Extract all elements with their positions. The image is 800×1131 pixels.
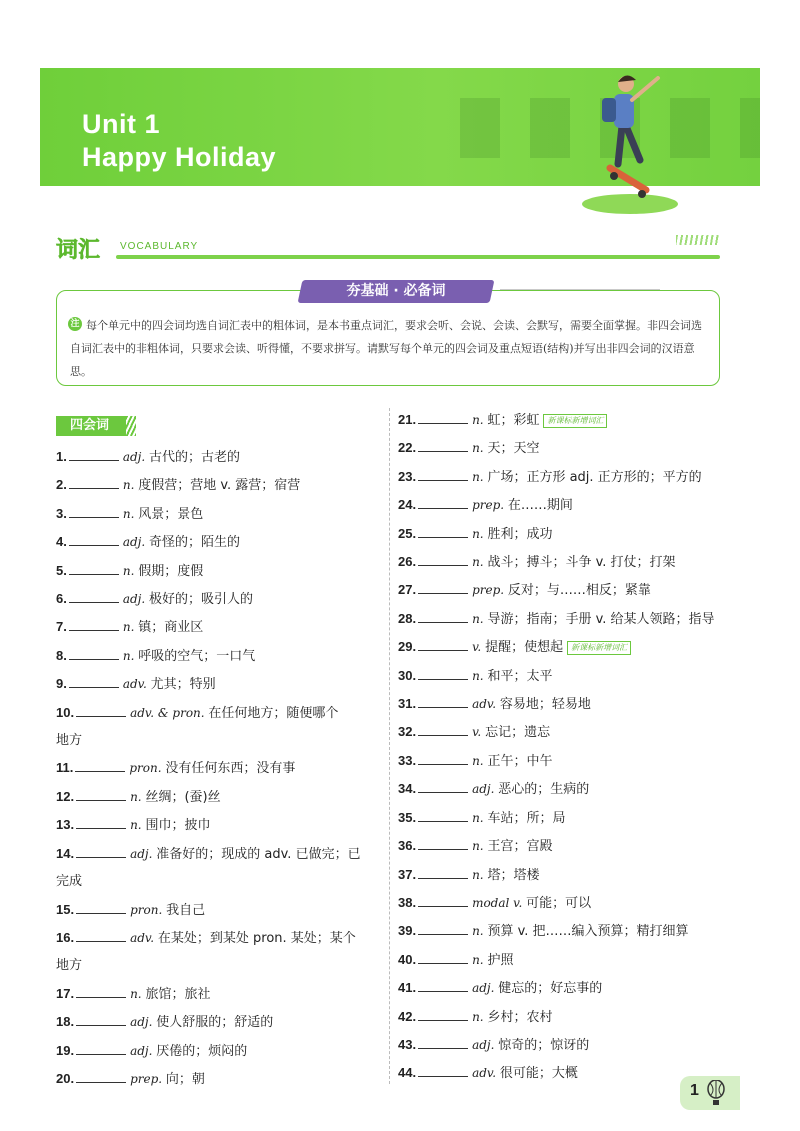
part-of-speech: adj.	[472, 782, 499, 797]
part-of-speech: v.	[472, 725, 486, 740]
pill-line-decoration	[500, 289, 660, 295]
definition: 护照	[487, 952, 514, 968]
part-of-speech: pron.	[130, 902, 167, 917]
word-item	[56, 670, 388, 698]
word-item	[398, 1031, 730, 1059]
part-of-speech: prep.	[472, 583, 508, 598]
word-item	[56, 557, 388, 585]
definition: 王宫；宫殿	[487, 839, 553, 855]
answer-blank[interactable]	[418, 550, 468, 566]
item-number: 9.	[56, 676, 67, 692]
part-of-speech: n.	[472, 469, 488, 484]
word-item	[56, 699, 388, 727]
part-of-speech: n.	[472, 867, 488, 882]
answer-blank[interactable]	[418, 806, 468, 822]
part-of-speech: n.	[472, 526, 488, 541]
definition: 完成	[56, 874, 83, 890]
part-of-speech: n.	[472, 611, 488, 626]
part-of-speech: adj.	[472, 981, 499, 996]
word-item	[398, 548, 730, 576]
item-number: 35.	[398, 809, 417, 825]
word-item	[398, 406, 730, 434]
answer-blank[interactable]	[418, 976, 468, 992]
definition: 旅馆；旅社	[145, 986, 211, 1002]
definition: 提醒；使想起	[485, 640, 564, 656]
skateboarder-illustration	[580, 64, 690, 224]
definition: 度假营；营地 v. 露营；宿营	[138, 478, 301, 494]
word-item	[398, 576, 730, 604]
word-item	[398, 917, 730, 945]
item-number: 1.	[56, 449, 67, 464]
vocabulary-title-en: VOCABULARY	[120, 241, 199, 252]
definition: 地方	[56, 958, 83, 974]
item-number: 6.	[56, 591, 67, 607]
item-number: 11.	[56, 760, 74, 776]
part-of-speech: adj.	[122, 535, 150, 550]
item-number: 15.	[56, 901, 75, 917]
definition: 在某处；到某处 pron. 某处；某个	[157, 930, 356, 946]
part-of-speech: n.	[122, 620, 139, 635]
part-of-speech: n.	[122, 648, 139, 663]
part-of-speech: n.	[122, 563, 139, 578]
definition: 在任何地方；随便哪个	[208, 705, 339, 721]
part-of-speech: n.	[472, 924, 488, 939]
answer-blank[interactable]	[69, 587, 119, 603]
item-number: 37.	[398, 866, 417, 882]
definition: 围巾；披巾	[145, 818, 211, 834]
answer-blank[interactable]	[76, 701, 126, 717]
item-number: 28.	[398, 610, 417, 626]
word-item	[56, 811, 388, 839]
word-item	[398, 775, 730, 803]
part-of-speech: n.	[472, 555, 488, 570]
item-number: 21.	[398, 412, 417, 427]
word-item	[398, 463, 730, 491]
answer-blank[interactable]	[76, 898, 126, 914]
definition: 可能；可以	[526, 895, 592, 911]
item-number: 13.	[56, 817, 75, 833]
part-of-speech: n.	[472, 952, 488, 967]
answer-blank[interactable]	[418, 749, 468, 765]
word-item	[56, 924, 388, 952]
unit-number: Unit 1	[82, 109, 161, 139]
definition: 古代的；古老的	[149, 450, 241, 465]
answer-blank[interactable]	[76, 982, 126, 998]
word-item	[56, 783, 388, 811]
part-of-speech: n.	[130, 789, 146, 804]
word-item	[56, 1008, 388, 1036]
part-of-speech: n.	[472, 668, 488, 683]
definition: 极好的；吸引人的	[149, 592, 254, 608]
definition: 容易地；轻易地	[499, 697, 591, 713]
part-of-speech: adv.	[472, 697, 500, 712]
answer-blank[interactable]	[76, 1010, 126, 1026]
word-item	[398, 633, 730, 661]
item-number: 40.	[398, 951, 417, 967]
word-item	[398, 974, 730, 1002]
answer-blank[interactable]	[418, 408, 468, 424]
item-number: 3.	[56, 505, 67, 521]
answer-blank[interactable]	[418, 720, 468, 736]
definition: 正午；中午	[487, 753, 553, 769]
item-number: 43.	[398, 1036, 417, 1052]
part-of-speech: adv.	[130, 930, 158, 945]
part-of-speech: n.	[130, 818, 146, 833]
part-of-speech: adj.	[130, 1015, 157, 1030]
definition: 没有任何东西；没有事	[165, 761, 296, 777]
part-of-speech: adv.	[122, 677, 151, 692]
definition: 恶心的；生病的	[498, 782, 590, 798]
vocabulary-hatch-decoration	[676, 235, 720, 245]
part-of-speech: adv. & pron.	[130, 705, 209, 720]
item-number: 31.	[398, 696, 417, 712]
part-of-speech: n.	[472, 413, 488, 427]
part-of-speech: pron.	[129, 761, 166, 776]
answer-blank[interactable]	[69, 473, 119, 489]
definition: 预算 v. 把……编入预算；精打细算	[487, 924, 689, 940]
definition: 和平；太平	[487, 668, 553, 684]
item-number: 24.	[398, 497, 417, 513]
word-list-right	[398, 406, 730, 1088]
definition: 天；天空	[487, 441, 540, 457]
word-item	[56, 840, 388, 868]
answer-blank[interactable]	[418, 777, 468, 793]
word-item	[398, 718, 730, 746]
item-number: 25.	[398, 525, 417, 541]
definition: 广场；正方形 adj. 正方形的；平方的	[487, 469, 702, 485]
page-number: 1	[690, 1082, 699, 1099]
word-item	[56, 443, 388, 471]
definition: 呼吸的空气；一口气	[138, 648, 256, 664]
answer-blank[interactable]	[69, 530, 119, 546]
answer-blank[interactable]	[418, 1033, 468, 1049]
definition: 假期；度假	[138, 563, 204, 579]
word-item	[398, 662, 730, 690]
definition: 风景；景色	[138, 506, 204, 522]
answer-blank[interactable]	[76, 926, 126, 942]
item-number: 27.	[398, 582, 417, 598]
item-number: 7.	[56, 619, 67, 635]
item-number: 39.	[398, 923, 417, 939]
item-number: 18.	[56, 1014, 75, 1030]
word-item	[398, 491, 730, 519]
part-of-speech: modal v.	[472, 895, 527, 910]
definition: 镇；商业区	[138, 620, 204, 636]
definition: 忘记；遗忘	[485, 725, 551, 741]
answer-blank[interactable]	[76, 1039, 126, 1055]
word-item	[56, 896, 388, 924]
answer-blank[interactable]	[418, 919, 468, 935]
word-item	[398, 889, 730, 917]
item-number: 17.	[56, 985, 75, 1001]
word-item-continuation	[56, 727, 388, 754]
answer-blank[interactable]	[418, 891, 468, 907]
item-number: 4.	[56, 534, 67, 550]
definition: 使人舒服的；舒适的	[156, 1015, 274, 1031]
answer-blank[interactable]	[418, 436, 468, 452]
item-number: 5.	[56, 562, 67, 578]
definition: 尤其；特别	[150, 677, 216, 693]
item-number: 42.	[398, 1008, 417, 1024]
part-of-speech: adj.	[122, 592, 150, 607]
item-number: 29.	[398, 639, 417, 655]
word-item	[398, 861, 730, 889]
part-of-speech: n.	[122, 478, 139, 493]
answer-blank[interactable]	[69, 445, 119, 461]
definition: 惊奇的；惊讶的	[498, 1037, 590, 1053]
answer-blank[interactable]	[76, 785, 126, 801]
definition: 车站；所；局	[487, 810, 566, 826]
item-number: 22.	[398, 440, 417, 456]
item-number: 41.	[398, 980, 417, 996]
part-of-speech: adv.	[472, 1066, 500, 1081]
word-item	[56, 528, 388, 556]
item-number: 33.	[398, 752, 417, 768]
answer-blank[interactable]	[418, 692, 468, 708]
answer-blank[interactable]	[418, 635, 468, 651]
answer-blank[interactable]	[418, 1005, 468, 1021]
part-of-speech: n.	[472, 753, 488, 768]
word-item	[398, 434, 730, 462]
definition: 奇怪的；陌生的	[149, 535, 241, 551]
part-of-speech: n.	[472, 1009, 488, 1024]
answer-blank[interactable]	[418, 493, 468, 509]
definition: 地方	[56, 733, 83, 749]
answer-blank[interactable]	[418, 522, 468, 538]
part-of-speech: prep.	[130, 1071, 166, 1086]
item-number: 26.	[398, 554, 417, 570]
answer-blank[interactable]	[69, 615, 119, 631]
answer-blank[interactable]	[418, 863, 468, 879]
new-word-badge: 新课标新增词汇	[543, 414, 607, 428]
part-of-speech: adj.	[122, 450, 150, 464]
section-pill-label: 夯基础 · 必备词	[346, 283, 446, 299]
definition: 虹；彩虹	[487, 413, 540, 428]
word-item	[56, 585, 388, 613]
word-item	[56, 754, 388, 782]
word-item	[398, 690, 730, 718]
definition: 我自己	[166, 902, 206, 918]
item-number: 44.	[398, 1065, 417, 1081]
word-item	[56, 613, 388, 641]
definition: 战斗；搏斗；斗争 v. 打仗；打架	[487, 555, 676, 571]
part-of-speech: v.	[472, 640, 486, 655]
vocabulary-title-cn: 词汇	[56, 238, 101, 263]
answer-blank[interactable]	[69, 672, 119, 688]
note-icon: 注	[68, 317, 82, 331]
answer-blank[interactable]	[418, 578, 468, 594]
answer-blank[interactable]	[69, 502, 119, 518]
word-item	[56, 1065, 388, 1093]
item-number: 16.	[56, 929, 75, 945]
vocabulary-header	[56, 233, 720, 263]
definition: 反对；与……相反；紧靠	[507, 583, 651, 599]
answer-blank[interactable]	[418, 664, 468, 680]
unit-title	[82, 108, 276, 174]
item-number: 2.	[56, 477, 67, 493]
word-item	[398, 804, 730, 832]
word-item-continuation	[56, 952, 388, 979]
definition: 准备好的；现成的 adv. 已做完；已	[156, 846, 361, 862]
word-item	[56, 980, 388, 1008]
answer-blank[interactable]	[418, 948, 468, 964]
note-text: 每个单元中的四会词均选自词汇表中的粗体词，是本书重点词汇，要求会听、会说、会读、会默写，需要全面掌握。非四会词选自词汇表中的非粗体词，只要求会读、听得懂，不要求拼写。请默写每个单元的四会词及重点短语(结构)并写出非四会词的汉语意思。	[70, 319, 702, 378]
word-item	[56, 500, 388, 528]
definition: 向；朝	[165, 1071, 205, 1087]
word-list-left	[56, 443, 388, 1093]
word-item	[56, 1037, 388, 1065]
answer-blank[interactable]	[418, 1061, 468, 1077]
vocabulary-underline	[116, 255, 720, 259]
answer-blank[interactable]	[76, 813, 126, 829]
definition: 导游；指南；手册 v. 给某人领路；指导	[487, 611, 715, 627]
definition: 在……期间	[507, 498, 573, 514]
answer-blank[interactable]	[69, 559, 119, 575]
word-item	[398, 605, 730, 633]
section-tag-decoration	[126, 416, 136, 436]
definition: 丝绸；(蚕)丝	[145, 789, 221, 805]
definition: 塔；塔楼	[487, 867, 540, 883]
part-of-speech: n.	[472, 441, 488, 456]
answer-blank[interactable]	[418, 465, 468, 481]
definition: 乡村；农村	[487, 1009, 553, 1025]
item-number: 30.	[398, 667, 417, 683]
item-number: 32.	[398, 724, 417, 740]
item-number: 10.	[56, 704, 75, 720]
word-item	[398, 747, 730, 775]
part-of-speech: adj.	[130, 1043, 157, 1058]
word-item	[56, 642, 388, 670]
hot-air-balloon-icon	[706, 1080, 726, 1106]
part-of-speech: n.	[472, 839, 488, 854]
definition: 胜利；成功	[487, 526, 553, 542]
part-of-speech: adj.	[472, 1037, 499, 1052]
item-number: 12.	[56, 788, 75, 804]
word-item	[398, 1003, 730, 1031]
part-of-speech: adj.	[130, 846, 157, 861]
definition: 健忘的；好忘事的	[498, 981, 603, 997]
item-number: 8.	[56, 647, 67, 663]
word-item	[398, 832, 730, 860]
part-of-speech: prep.	[472, 498, 508, 513]
definition: 很可能；大概	[499, 1066, 578, 1082]
answer-blank[interactable]	[418, 607, 468, 623]
section-tag-four-skill-words: 四会词	[56, 416, 126, 436]
part-of-speech: n.	[472, 810, 488, 825]
part-of-speech: n.	[130, 986, 146, 1001]
word-item	[398, 946, 730, 974]
answer-blank[interactable]	[418, 834, 468, 850]
unit-name: Happy Holiday	[82, 142, 277, 172]
part-of-speech: n.	[122, 506, 139, 521]
word-item-continuation	[56, 868, 388, 895]
new-word-badge: 新课标新增词汇	[567, 641, 631, 655]
definition: 厌倦的；烦闷的	[156, 1043, 248, 1059]
item-number: 36.	[398, 838, 417, 854]
item-number: 20.	[56, 1070, 75, 1086]
item-number: 23.	[398, 468, 417, 484]
item-number: 19.	[56, 1042, 75, 1058]
item-number: 14.	[56, 845, 75, 861]
answer-blank[interactable]	[75, 756, 125, 772]
answer-blank[interactable]	[76, 842, 126, 858]
word-item	[56, 471, 388, 499]
answer-blank[interactable]	[76, 1067, 126, 1083]
word-item	[398, 520, 730, 548]
column-divider	[389, 408, 390, 1084]
item-number: 34.	[398, 781, 417, 797]
item-number: 38.	[398, 894, 417, 910]
answer-blank[interactable]	[69, 644, 119, 660]
